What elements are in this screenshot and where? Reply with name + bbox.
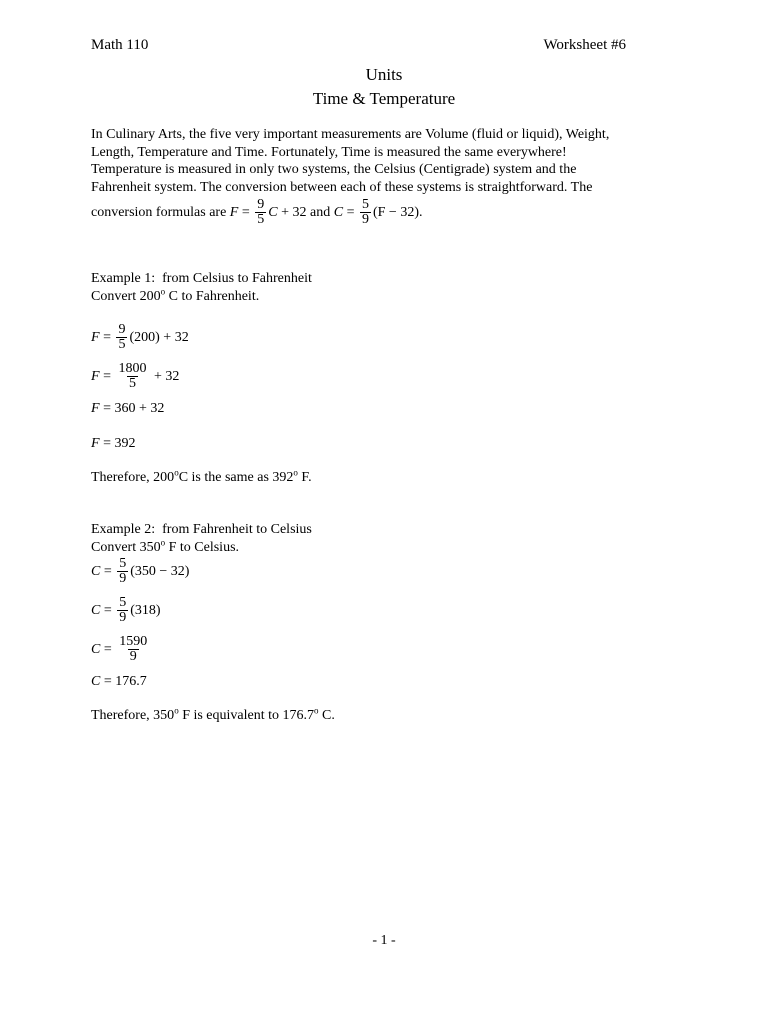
equation-lhs: F bbox=[91, 330, 100, 345]
example1-heading: Example 1: from Celsius to Fahrenheit bbox=[91, 271, 312, 286]
task-text: F to Celsius. bbox=[165, 540, 240, 555]
fraction-denominator: 5 bbox=[128, 376, 136, 391]
equation-rhs: 176.7 bbox=[115, 674, 147, 689]
example2-step3 bbox=[91, 635, 151, 664]
equation-lhs: F bbox=[91, 401, 100, 416]
conversion-formulas bbox=[91, 198, 691, 227]
example2-heading: Example 2: from Fahrenheit to Celsius bbox=[91, 522, 312, 537]
equals-sign: = bbox=[100, 564, 116, 579]
task-text: Convert 350 bbox=[91, 540, 161, 555]
equals-sign: = bbox=[100, 603, 116, 618]
fraction-numerator: 1800 bbox=[118, 361, 147, 376]
worksheet-label: Worksheet #6 bbox=[543, 37, 626, 53]
fraction-numerator: 5 bbox=[119, 595, 127, 610]
fraction bbox=[360, 198, 371, 227]
conclusion-text: F. bbox=[297, 470, 312, 485]
equation-lhs: F bbox=[91, 369, 100, 384]
equals-sign: = bbox=[99, 330, 115, 345]
equation-rhs: 392 bbox=[114, 436, 136, 451]
page-number: - 1 - bbox=[372, 933, 396, 948]
example1-step2 bbox=[91, 362, 179, 391]
fraction bbox=[117, 557, 128, 586]
equation-lhs: C bbox=[91, 642, 101, 657]
course-label: Math 110 bbox=[91, 37, 149, 53]
fraction-numerator: 5 bbox=[361, 197, 369, 212]
conclusion-text: F is equivalent to 176.7 bbox=[178, 708, 315, 723]
example1-step1 bbox=[91, 323, 189, 352]
degree-symbol: o bbox=[160, 286, 166, 297]
fraction-numerator: 1590 bbox=[119, 634, 148, 649]
degree-symbol: o bbox=[314, 705, 319, 716]
fraction-numerator: 9 bbox=[118, 322, 126, 337]
fraction bbox=[255, 198, 266, 227]
task-text: Convert 200 bbox=[91, 289, 161, 304]
conclusion-text: Therefore, 200 bbox=[91, 470, 175, 485]
example2-conclusion bbox=[91, 707, 335, 724]
intro-line: Fahrenheit system. The conversion between each of these systems is straightforward. The bbox=[91, 179, 593, 195]
equation-lhs: F bbox=[91, 436, 100, 451]
equation-lhs: C bbox=[91, 603, 101, 618]
degree-symbol: o bbox=[160, 537, 166, 548]
degree-symbol: o bbox=[293, 467, 298, 478]
equals-sign: = bbox=[238, 205, 254, 220]
fraction-denominator: 9 bbox=[119, 610, 127, 625]
fraction bbox=[116, 362, 148, 391]
task-text: C to Fahrenheit. bbox=[165, 289, 260, 304]
fraction-denominator: 9 bbox=[119, 571, 127, 586]
intro-line: Length, Temperature and Time. Fortunately, Time is measured the same everywhere! bbox=[91, 144, 567, 160]
equation-rest: (318) bbox=[130, 603, 161, 618]
equals-sign: = bbox=[343, 205, 358, 220]
equals-sign: = bbox=[100, 642, 116, 657]
fraction-denominator: 5 bbox=[118, 337, 126, 352]
formula-suffix: . bbox=[419, 205, 423, 220]
equals-sign: = bbox=[99, 436, 115, 451]
fraction-denominator: 5 bbox=[257, 212, 265, 227]
degree-symbol: o bbox=[174, 467, 179, 478]
equation-rest: + 32 bbox=[150, 369, 180, 384]
fraction-numerator: 5 bbox=[119, 556, 127, 571]
example2-task bbox=[91, 539, 239, 556]
equation-rest: (350 − 32) bbox=[130, 564, 190, 579]
fraction bbox=[117, 635, 149, 664]
intro-paragraph bbox=[91, 126, 691, 227]
formula-f-var: C bbox=[268, 205, 278, 220]
fraction-numerator: 9 bbox=[257, 197, 265, 212]
conclusion-text: C is the same as 392 bbox=[178, 470, 294, 485]
example2-step2 bbox=[91, 596, 161, 625]
formula-f-rest: + 32 bbox=[277, 205, 307, 220]
formula-f-lhs: F bbox=[229, 205, 239, 220]
formula-prefix: conversion formulas are bbox=[91, 205, 230, 220]
formula-c-lhs: C bbox=[333, 205, 344, 220]
example1-step4 bbox=[91, 435, 135, 452]
page-subtitle: Time & Temperature bbox=[312, 89, 456, 108]
formula-joiner: and bbox=[306, 205, 334, 220]
equation-rhs: 360 + 32 bbox=[114, 401, 165, 416]
intro-line: Temperature is measured in only two systems, the Celsius (Centigrade) system and the bbox=[91, 162, 577, 177]
fraction bbox=[116, 323, 127, 352]
formula-c-rest: (F − 32) bbox=[372, 205, 419, 220]
equation-rest: (200) + 32 bbox=[129, 330, 189, 345]
equation-lhs: C bbox=[91, 674, 101, 689]
equals-sign: = bbox=[99, 369, 115, 384]
equals-sign: = bbox=[99, 401, 115, 416]
equation-lhs: C bbox=[91, 564, 101, 579]
conclusion-text: Therefore, 350 bbox=[91, 708, 175, 723]
fraction-denominator: 9 bbox=[129, 649, 137, 664]
intro-line: In Culinary Arts, the five very important measurements are Volume (fluid or liquid), Weight, bbox=[91, 127, 610, 142]
example2-step4 bbox=[91, 673, 147, 690]
example1-step3 bbox=[91, 400, 164, 417]
conclusion-text: C. bbox=[318, 708, 335, 723]
degree-symbol: o bbox=[174, 705, 179, 716]
example1-conclusion bbox=[91, 469, 312, 486]
fraction bbox=[117, 596, 128, 625]
example1-task bbox=[91, 288, 259, 305]
page-title: Units bbox=[365, 65, 403, 84]
example2-step1 bbox=[91, 557, 189, 586]
fraction-denominator: 9 bbox=[361, 212, 369, 227]
equals-sign: = bbox=[100, 674, 116, 689]
